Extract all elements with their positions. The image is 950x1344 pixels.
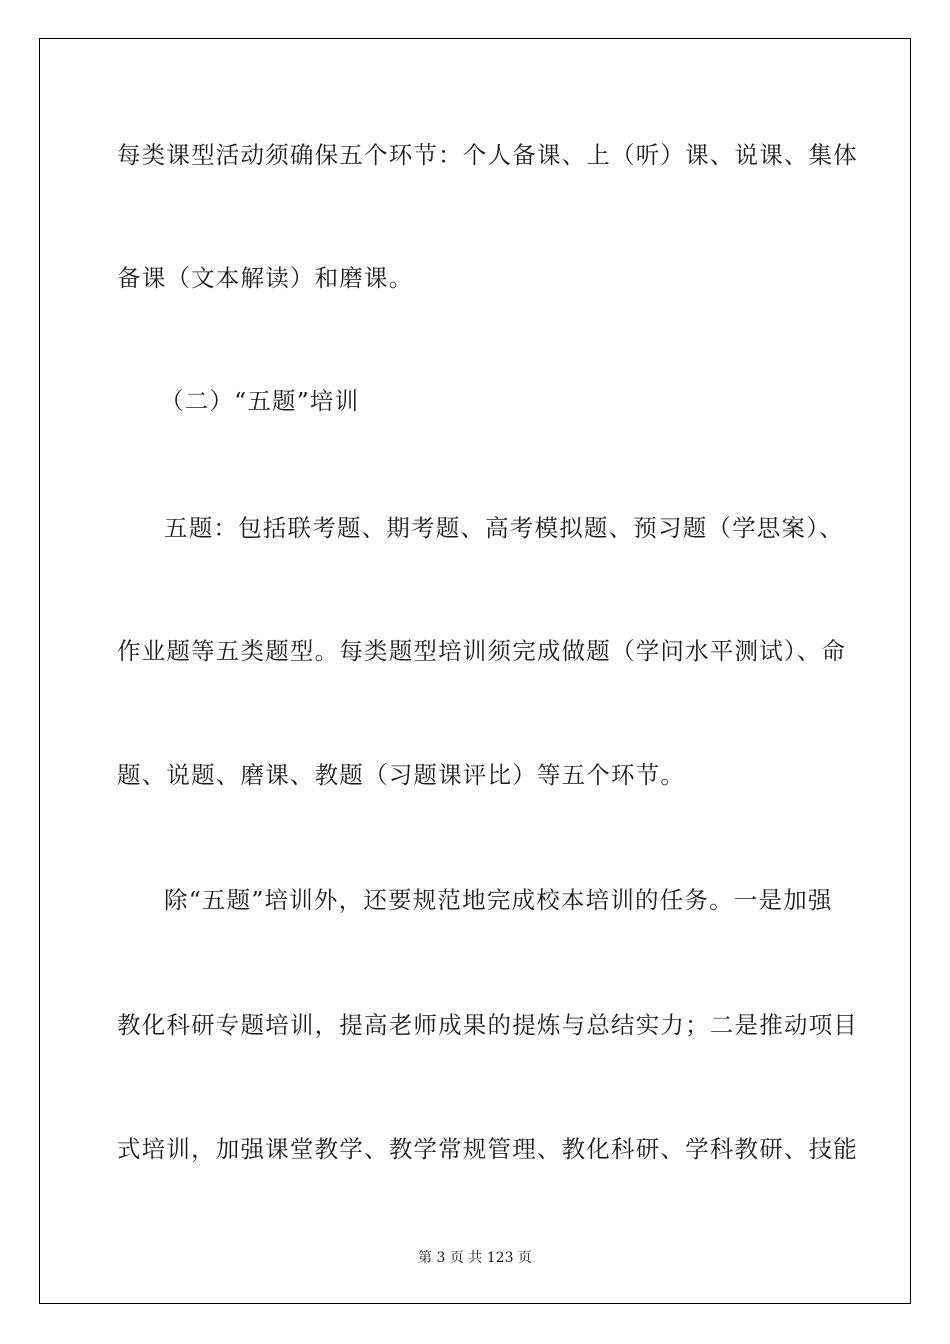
page-number-footer: 第 3 页 共 123 页 bbox=[418, 1250, 532, 1266]
body-line-5: 题、说题、磨课、教题（习题课评比）等五个环节。 bbox=[117, 761, 686, 789]
body-line-8: 式培训，加强课堂教学、教学常规管理、教化科研、学科教研、技能 bbox=[117, 1135, 858, 1163]
body-line-4: 作业题等五类题型。每类题型培训须完成做题（学问水平测试）、命 bbox=[117, 637, 847, 665]
body-line-3: 五题：包括联考题、期考题、高考模拟题、预习题（学思案）、 bbox=[164, 514, 844, 542]
page-border bbox=[39, 38, 911, 1304]
body-line-6: 除“五题”培训外，还要规范地完成校本培训的任务。一是加强 bbox=[164, 886, 833, 914]
section-heading: （二）“五题”培训 bbox=[160, 387, 360, 415]
body-line-1: 每类课型活动须确保五个环节：个人备课、上（听）课、说课、集体 bbox=[117, 141, 858, 169]
body-line-2: 备课（文本解读）和磨课。 bbox=[117, 264, 414, 292]
body-line-7: 教化科研专题培训，提高老师成果的提炼与总结实力；二是推动项目 bbox=[117, 1011, 858, 1039]
